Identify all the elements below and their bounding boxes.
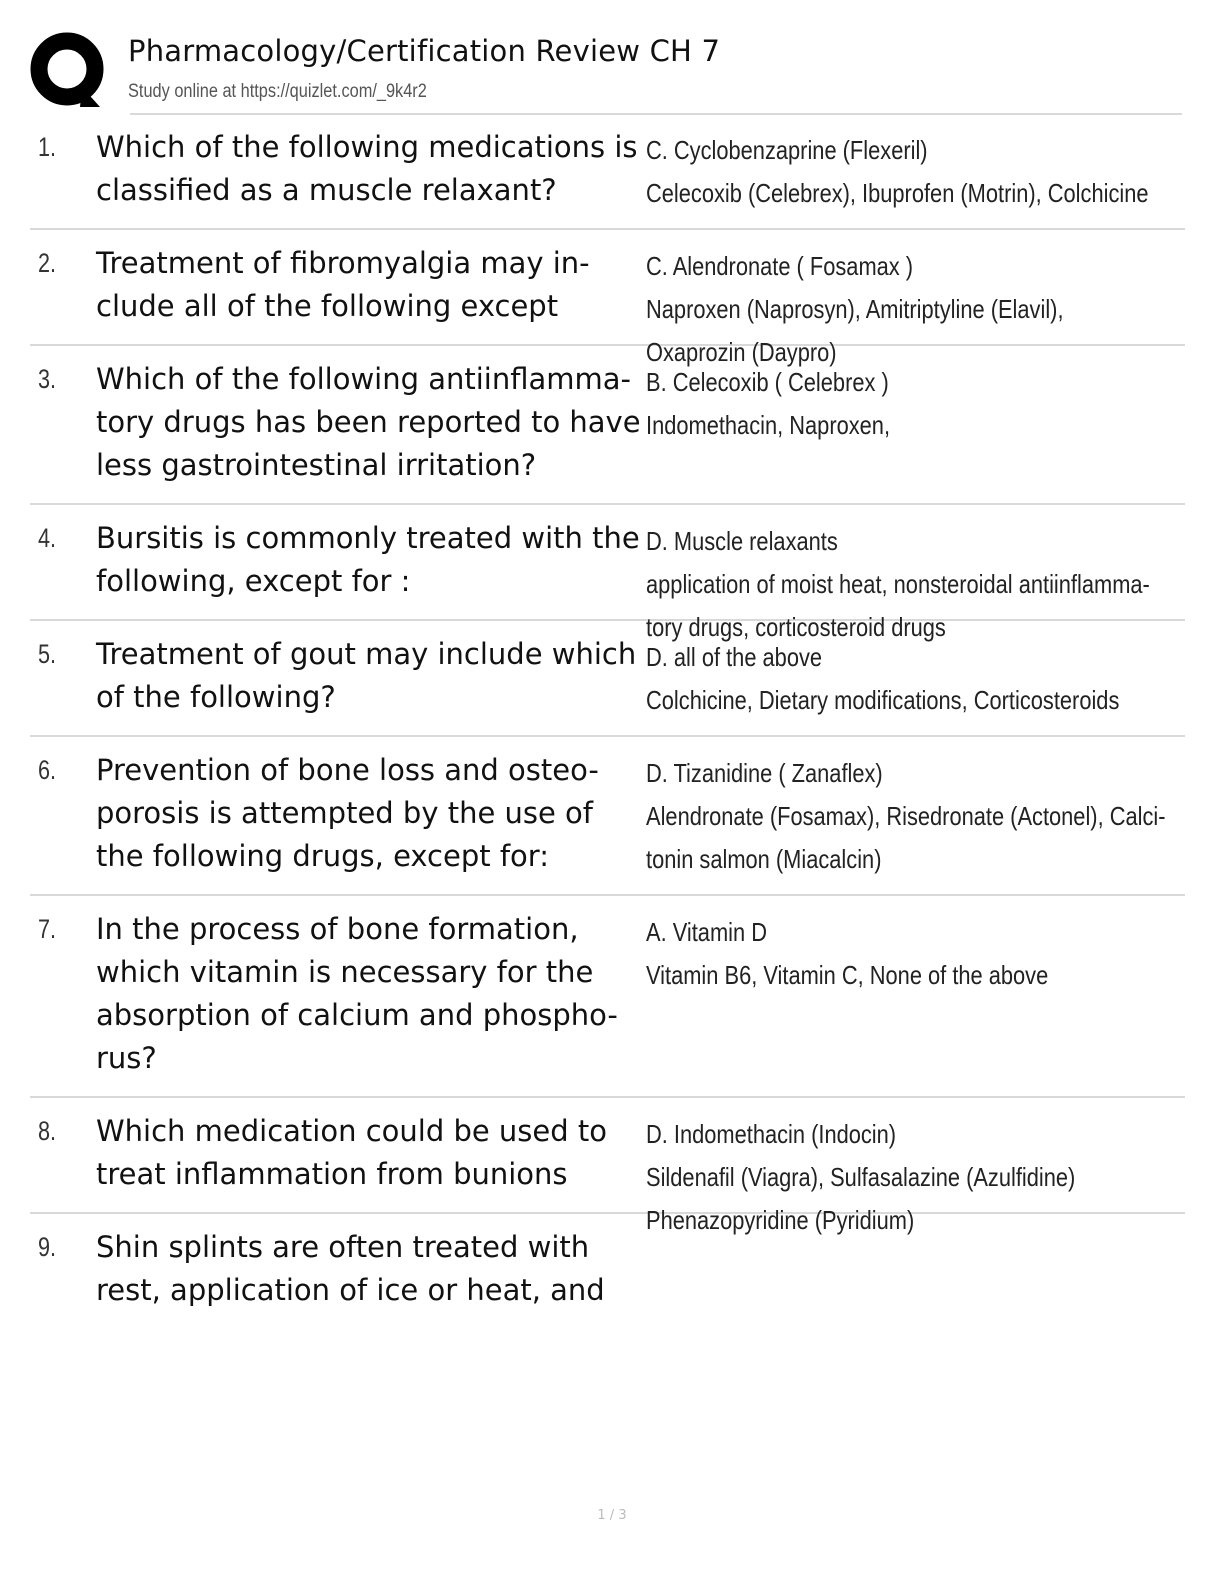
flashcard-row xyxy=(30,1098,1185,1235)
card-answer-line: D. Tizanidine ( Zanaflex) xyxy=(646,758,883,788)
card-answer-line: C. Cyclobenzaprine (Flexeril) xyxy=(646,135,928,165)
card-number: 9. xyxy=(38,1232,57,1262)
card-answer-line: Alendronate (Fosamax), Risedronate (Actonel), Calci- xyxy=(646,801,1166,831)
card-answer xyxy=(646,911,1186,997)
card-question: Which of the following antiinflamma-tory drugs has been reported to have less gastrointestinal irritation? xyxy=(96,362,641,482)
page-number: 1 / 3 xyxy=(597,1508,627,1523)
card-answer-line: Phenazopyridine (Pyridium) xyxy=(646,1205,915,1235)
card-question: In the process of bone formation, which vitamin is necessary for the absorption of calcium and phospho-rus? xyxy=(96,912,618,1075)
card-answer xyxy=(646,752,1186,881)
card-answer-line: Sildenafil (Viagra), Sulfasalazine (Azulfidine) xyxy=(646,1162,1076,1192)
flashcard-row xyxy=(30,621,1185,737)
card-answer-line: Vitamin B6, Vitamin C, None of the above xyxy=(646,960,1049,990)
card-answer xyxy=(646,129,1186,215)
card-answer-line: A. Vitamin D xyxy=(646,917,767,947)
flashcard-row xyxy=(30,737,1185,896)
card-answer-line: Colchicine, Dietary modifications, Corticosteroids xyxy=(646,685,1120,715)
card-number: 7. xyxy=(38,914,57,944)
flashcard-row xyxy=(30,346,1185,505)
card-number: 5. xyxy=(38,639,57,669)
card-answer-line: C. Alendronate ( Fosamax ) xyxy=(646,251,914,281)
card-answer-line: Indomethacin, Naproxen, xyxy=(646,410,891,440)
card-answer-line: D. Indomethacin (Indocin) xyxy=(646,1119,897,1149)
page-title: Pharmacology/Certification Review CH 7 xyxy=(128,34,721,68)
card-answer-line: D. all of the above xyxy=(646,642,823,672)
card-number: 4. xyxy=(38,523,57,553)
card-answer-line: tonin salmon (Miacalcin) xyxy=(646,844,882,874)
card-number: 6. xyxy=(38,755,57,785)
card-question: Treatment of gout may include which of the following? xyxy=(96,637,637,714)
card-question: Prevention of bone loss and osteo-porosis is attempted by the use of the following drugs, except for: xyxy=(96,753,599,873)
card-answer-line: B. Celecoxib ( Celebrex ) xyxy=(646,367,889,397)
flashcard-row xyxy=(30,1214,1185,1328)
card-question: Which medication could be used to treat inflammation from bunions xyxy=(96,1114,607,1191)
card-number: 3. xyxy=(38,364,57,394)
flashcard-row xyxy=(30,230,1185,367)
flashcard-row xyxy=(30,896,1185,1098)
card-number: 2. xyxy=(38,248,57,278)
page-header xyxy=(30,30,1185,114)
study-online-link[interactable]: Study online at https://quizlet.com/_9k4r2 xyxy=(128,81,427,102)
flashcard-row xyxy=(30,114,1185,230)
card-answer-line: application of moist heat, nonsteroidal antiinflamma- xyxy=(646,569,1150,599)
card-question: Which of the following medications is classified as a muscle relaxant? xyxy=(96,130,638,207)
card-answer-line: Naproxen (Naprosyn), Amitriptyline (Elavil), xyxy=(646,294,1064,324)
card-question: Treatment of fibromyalgia may in-clude all of the following except xyxy=(96,246,590,323)
flashcard-row xyxy=(30,505,1185,642)
card-answer-line: Celecoxib (Celebrex), Ibuprofen (Motrin), Colchicine xyxy=(646,178,1149,208)
card-answer xyxy=(646,361,1186,447)
card-answer-line: D. Muscle relaxants xyxy=(646,526,838,556)
card-number: 1. xyxy=(38,132,57,162)
quizlet-logo-icon xyxy=(30,32,108,110)
card-question: Shin splints are often treated with rest, application of ice or heat, and xyxy=(96,1230,605,1307)
card-answer xyxy=(646,636,1186,722)
card-answer-line: Oxaprozin (Daypro) xyxy=(646,337,837,367)
card-number: 8. xyxy=(38,1116,57,1146)
flashcard-list xyxy=(30,114,1185,1328)
card-answer-line: tory drugs, corticosteroid drugs xyxy=(646,612,946,642)
card-question: Bursitis is commonly treated with the following, except for : xyxy=(96,521,640,598)
